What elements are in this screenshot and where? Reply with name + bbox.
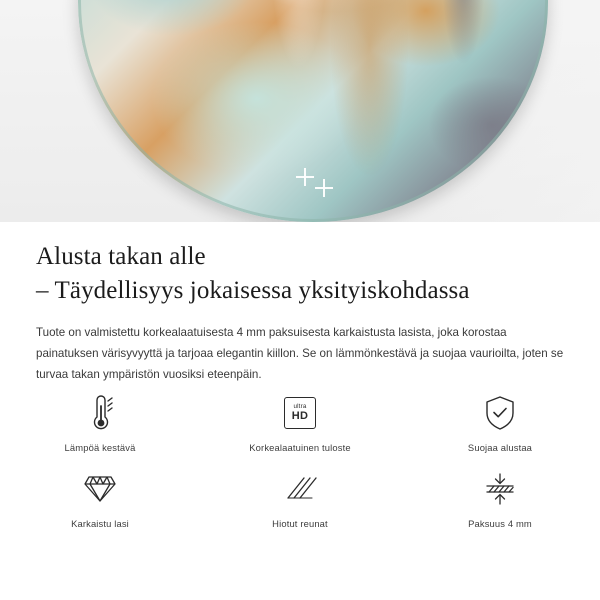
polished-edges-icon <box>282 468 318 510</box>
diamond-icon <box>81 468 119 510</box>
ultra-hd-icon <box>284 392 316 434</box>
feature-label: Suojaa alustaa <box>467 442 533 453</box>
body-paragraph: Tuote on valmistettu korkealaatuisesta 4 mm paksuisesta karkaistusta lasista, joka korostaa painatuksen värisyvyyttä ja tarjoaa elegantin kiillon. Se on lämmönkestävä ja suojaa vaurioilta, joten se turvaa takan ympäristön vuosiksi eteenpäin. <box>36 326 564 381</box>
feature-item-high-quality-print <box>200 392 400 468</box>
ultra-hd-bottom-text: HD <box>291 410 309 423</box>
headline-line-1: Alusta takan alle <box>36 243 206 270</box>
feature-label: Paksuus 4 mm <box>468 518 532 529</box>
hero-image <box>0 0 600 222</box>
text-content <box>0 222 600 385</box>
thermometer-icon <box>82 392 118 434</box>
feature-label: Lämpöä kestävä <box>64 442 136 453</box>
feature-item-polished-edges <box>200 468 400 544</box>
headline-line-2: – Täydellisyys jokaisessa yksityiskohdassa <box>36 277 470 304</box>
feature-label: Korkealaatuinen tuloste <box>249 442 351 453</box>
ultra-hd-top-text: ultra <box>293 402 307 410</box>
feature-grid <box>0 392 600 544</box>
feature-item-tempered-glass <box>0 468 200 544</box>
thickness-icon <box>482 468 518 510</box>
page-title <box>0 222 600 308</box>
feature-label: Karkaistu lasi <box>71 518 129 529</box>
shield-check-icon <box>483 392 517 434</box>
feature-item-protects-surface <box>400 392 600 468</box>
feature-item-thickness <box>400 468 600 544</box>
feature-label: Hiotut reunat <box>272 518 328 529</box>
feature-item-heat-resistant <box>0 392 200 468</box>
